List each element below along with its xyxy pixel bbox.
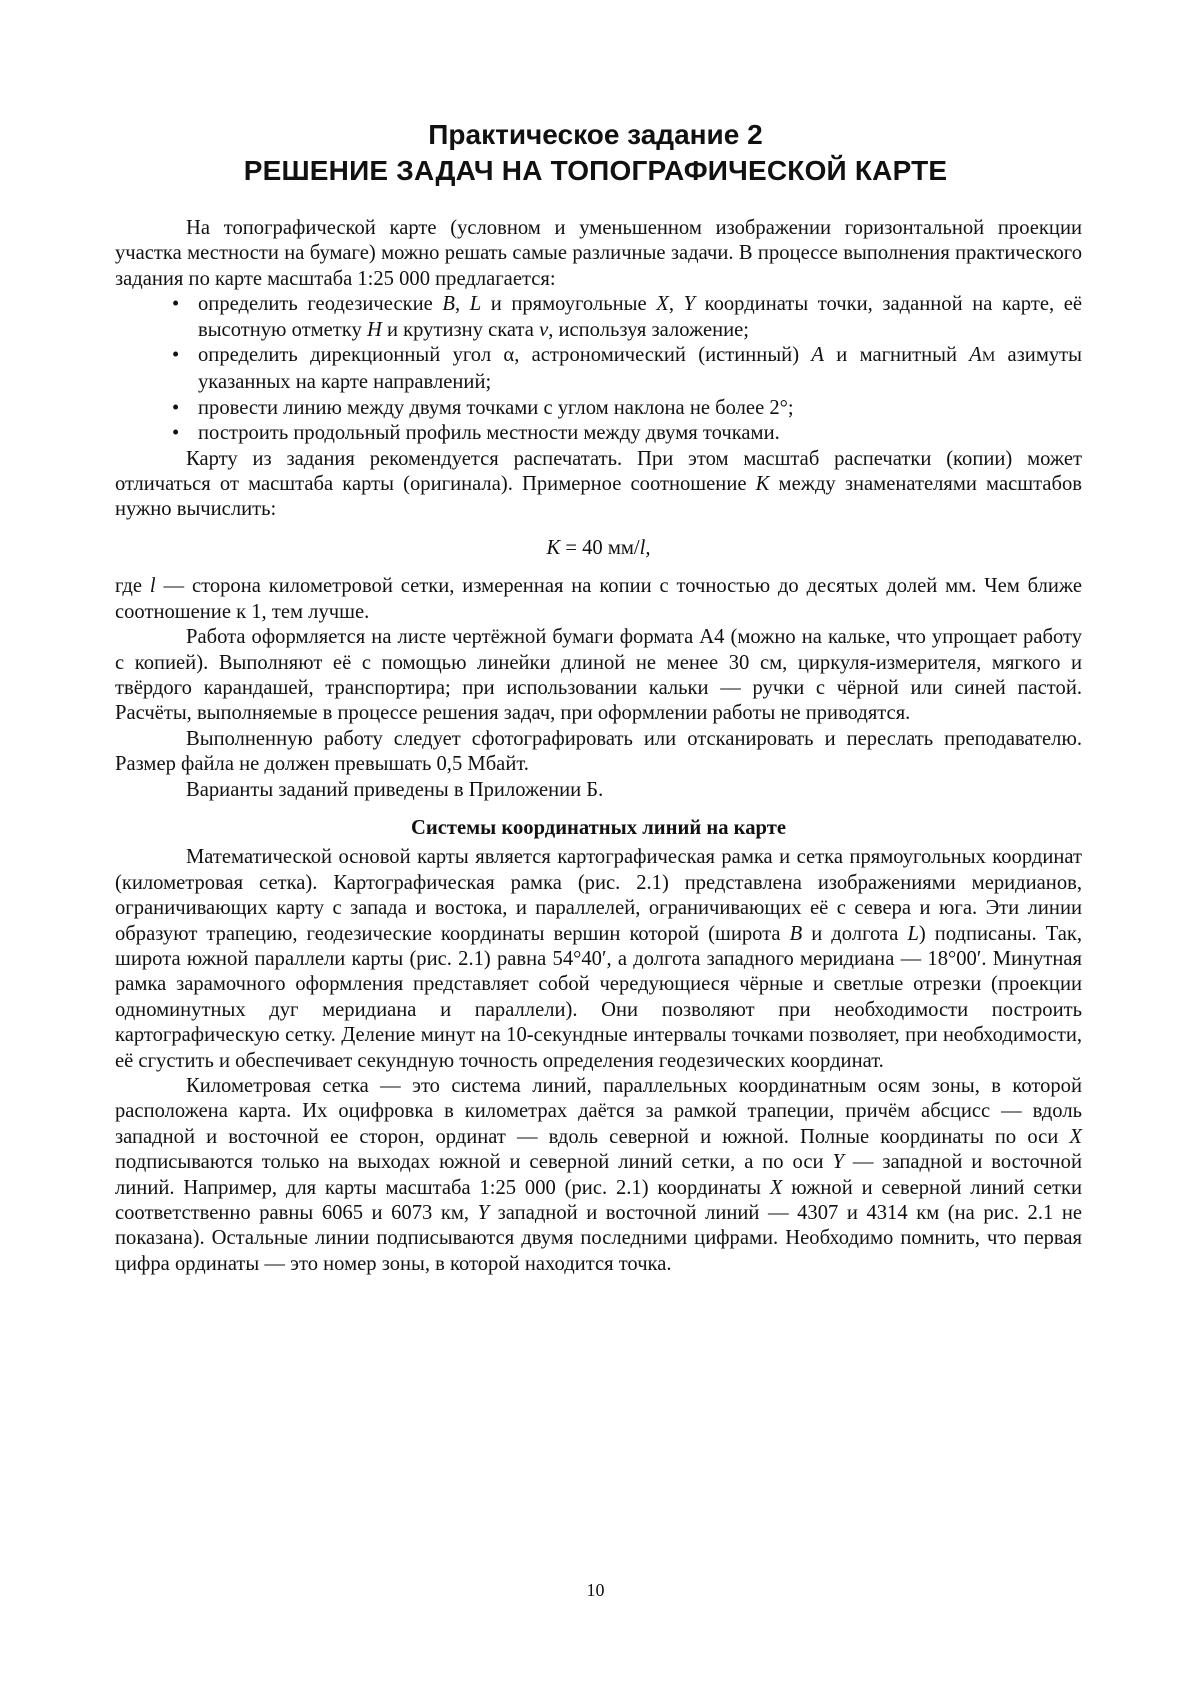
section-heading: Системы координатных линий на карте — [411, 816, 786, 839]
text-run: и крутизну ската — [381, 318, 540, 341]
work-paragraph: Работа оформляется на листе чертёжной бумаги формата А4 (можно на кальке, что упрощает работу с копией). Выполняют её с помощью линейки длиной не менее 30 см, циркуля-измерителя, мягкого и твёрдого карандашей, транспортира; при использовании кальки — ручки с чёрной или синей пастой. Расчёты, выполняемые в процессе решения задач, при оформлении работы не приводятся. — [115, 626, 1082, 725]
text-run: координаты точки, заданной на карте, её высотную отметку — [198, 293, 1082, 341]
text-run: и магнитный — [823, 344, 970, 367]
var-v: v — [539, 318, 549, 341]
bullet-icon: • — [172, 422, 180, 445]
var-l: l — [149, 575, 156, 598]
text-run: — сторона километровой сетки, измеренная на копии с точностью до десятых долей мм. Чем ближе соотношение к 1, тем лучше. — [115, 575, 1082, 623]
text-run: западной и восточной линий — 4307 и 4314 км (на рис. 2.1 не показана). Остальные линии подписываются двумя последними цифрами. Необходимо помнить, что первая цифра ординаты — это номер зоны, в которой находится точка. — [115, 1202, 1083, 1275]
var-Am: A — [969, 344, 982, 367]
text-run: подписываются только на выходах южной и северной линий сетки, а по оси — [115, 1151, 833, 1174]
bullet-icon: • — [172, 293, 180, 316]
title-block — [0, 118, 1191, 190]
text-run: где — [115, 575, 150, 598]
intro-paragraph: На топографической карте (условном и уменьшенном изображении горизонтальной проекции участка местности на бумаге) можно решать самые различные задачи. В процессе выполнения практического задания по карте масштаба 1:25 000 предлагается: — [115, 217, 1082, 290]
title-line1: Практическое задание 2 — [428, 119, 763, 150]
text-run: провести линию между двумя точками с углом наклона не более 2°; — [198, 396, 794, 419]
title-line2: РЕШЕНИЕ ЗАДАЧ НА ТОПОГРАФИЧЕСКОЙ КАРТЕ — [243, 155, 948, 186]
var-X: X — [1069, 1125, 1082, 1148]
task-list — [115, 292, 1082, 446]
scale-paragraph — [115, 447, 1082, 523]
page-number: 10 — [586, 1580, 605, 1600]
var-K: K — [546, 536, 561, 559]
text-run: , — [645, 536, 651, 559]
var-Y: Y — [832, 1151, 844, 1174]
var-H: H — [366, 318, 382, 341]
var-Y: Y — [477, 1202, 490, 1225]
variants-paragraph: Варианты заданий приведены в Приложении Б. — [186, 778, 604, 801]
text-run: южной и северной линий сетки соответственно равны 6065 и 6073 км, — [115, 1176, 1082, 1225]
text-run: и долгота — [802, 922, 908, 945]
text-run: — западной и восточной линий. Например, для карты масштаба 1:25 000 (рис. 2.1) координаты — [115, 1151, 1082, 1199]
task-item-azimuths — [115, 343, 1082, 396]
text-run: между знаменателями масштабов нужно вычислить: — [115, 473, 1082, 521]
var-X: X — [656, 293, 669, 316]
var-Y: Y — [683, 293, 696, 316]
text-run: Километровая сетка — это система линий, параллельных координатным осям зоны, в которой расположена карта. Их оцифровка в километрах даётся за рамкой трапеции, причём абсцисс — вдоль западной и восточной ее сторон, ординат — вдоль северной и южной. Полные координаты по оси — [115, 1075, 1082, 1148]
bullet-icon: • — [172, 396, 180, 419]
text-run: Математической основой карты является картографическая рамка и сетка прямоугольных координат (километровая сетка). Картографическая рамка (рис. 2.1) представлена изображениями меридианов, ограничивающих карту с запада и востока, и параллелей, ограничивающих её с севера и юга. Эти линии образуют трапецию, геодезические координаты вершин которой (широта — [115, 846, 1082, 945]
task-item-line — [115, 396, 1082, 421]
var-l: l — [639, 536, 646, 559]
var-B: B — [789, 922, 803, 945]
where-paragraph — [115, 574, 1082, 625]
text-run: , — [454, 293, 470, 316]
var-Am-subscript: M — [981, 349, 996, 366]
text-run: = 40 мм/ — [560, 536, 640, 559]
text-run: , — [668, 293, 684, 316]
text-run: определить дирекционный угол α, астрономический (истинный) — [198, 344, 812, 367]
text-run: определить геодезические — [198, 293, 443, 316]
math-basis-paragraph — [115, 845, 1082, 1074]
bullet-icon: • — [172, 344, 180, 367]
formula — [115, 536, 1082, 561]
text-run: и прямоугольные — [481, 293, 657, 316]
document-body — [115, 216, 1082, 1277]
text-run: ) подписаны. Так, широта южной параллели карты (рис. 2.1) равна 54°40′, а долгота западного меридиана — 18°00′. Минутная рамка зарамочного оформления представляет собой чередующиеся чёрные и светлые отрезки (проекции одноминутных дуг меридиана и параллели). Они позволяют при необходимости построить картографическую сетку. Деление минут на 10-секундные интервалы точками позволяет, при необходимости, её сгустить и обеспечивает секундную точность определения геодезических координат. — [115, 922, 1082, 1072]
var-L: L — [907, 922, 919, 945]
var-L: L — [469, 293, 482, 316]
km-grid-paragraph — [115, 1074, 1082, 1277]
text-run: Карту из задания рекомендуется распечатать. При этом масштаб распечатки (копии) может отличаться от масштаба карты (оригинала). Примерное соотношение — [115, 447, 1082, 496]
text-run: построить продольный профиль местности между двумя точками. — [198, 422, 780, 445]
text-run: азимуты указанных на карте направлений; — [198, 344, 1082, 394]
var-B: B — [442, 293, 455, 316]
var-K: K — [755, 473, 770, 496]
task-item-profile — [115, 421, 1082, 446]
var-X: X — [769, 1176, 783, 1199]
task-item-coordinates — [115, 292, 1082, 343]
var-A: A — [811, 344, 824, 367]
text-run: , используя заложение; — [548, 318, 750, 341]
submit-paragraph: Выполненную работу следует сфотографировать или отсканировать и переслать преподавателю. Размер файла не должен превышать 0,5 Мбайт. — [115, 727, 1082, 776]
